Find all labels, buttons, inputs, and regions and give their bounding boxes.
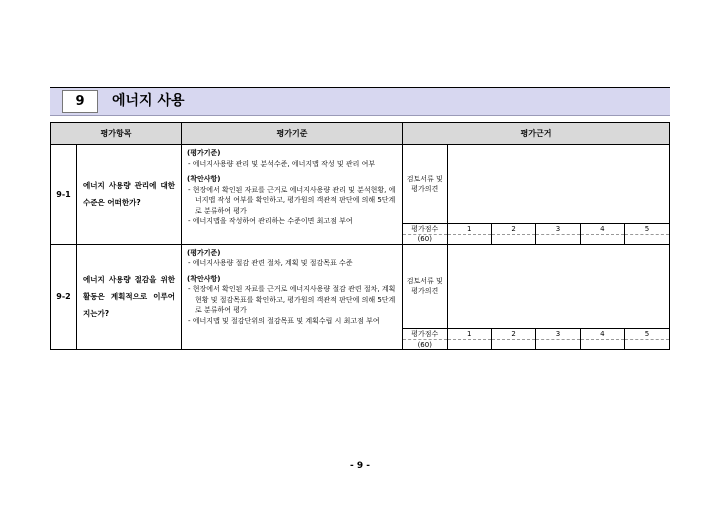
score-label: 평가점수: [403, 329, 447, 340]
points-line: - 에너지맵을 작성하여 관리하는 수준이면 최고점 부여: [188, 217, 353, 225]
criteria-cell: [182, 145, 403, 245]
header-criteria: 평가기준: [182, 123, 403, 145]
score-option[interactable]: 2: [491, 223, 535, 234]
score-option[interactable]: 1: [447, 329, 491, 340]
score-option[interactable]: 2: [491, 329, 535, 340]
score-option[interactable]: 4: [580, 223, 624, 234]
page-number: - 9 -: [350, 461, 370, 471]
score-option[interactable]: 3: [536, 329, 580, 340]
points-heading: (착안사항): [187, 274, 221, 283]
score-option[interactable]: 3: [536, 223, 580, 234]
score-label: 평가점수: [403, 223, 447, 234]
score-input[interactable]: [580, 234, 624, 244]
criteria-cell: [182, 244, 403, 350]
score-input[interactable]: [447, 234, 491, 244]
table-header-row: [51, 123, 670, 145]
score-input[interactable]: [625, 340, 669, 350]
score-input[interactable]: [536, 234, 580, 244]
basis-grid: [403, 145, 669, 244]
score-input[interactable]: [536, 340, 580, 350]
score-input[interactable]: [447, 340, 491, 350]
header-item: 평가항목: [51, 123, 182, 145]
points-heading: (착안사항): [187, 175, 221, 183]
points-line: - 현장에서 확인된 자료를 근거로 에너지사용량 관리 및 분석현황, 에너지맵 작성 여부를 확인하고, 평가원의 객관적 판단에 의해 5단계로 분류하여 평가: [188, 185, 396, 215]
score-input[interactable]: [491, 340, 535, 350]
score-input[interactable]: [491, 234, 535, 244]
item-number: 9-1: [51, 145, 77, 245]
item-number: 9-2: [51, 244, 77, 350]
table-row: [51, 244, 670, 350]
max-points: (60): [403, 340, 447, 350]
points-line: - 현장에서 확인된 자료를 근거로 에너지사용량 절감 관련 절차, 계획 현황 및 절감목표를 확인하고, 평가원의 객관적 판단에 의해 5단계로 분류하여 평가: [188, 285, 396, 314]
criteria-heading: (평가기준): [187, 149, 221, 157]
criteria-line: - 에너지사용량 관리 및 분석수준, 에너지맵 작성 및 관리 여부: [188, 159, 376, 168]
review-label: 검토서류 및 평가의견: [406, 277, 443, 296]
header-basis: 평가근거: [403, 123, 670, 145]
points-line: - 에너지맵 및 절감단위의 절감목표 및 계획수립 시 최고점 부여: [188, 316, 380, 325]
basis-cell: [403, 145, 670, 245]
criteria-heading: (평가기준): [187, 248, 221, 257]
score-option[interactable]: 4: [580, 329, 624, 340]
score-option[interactable]: 5: [625, 329, 669, 340]
table-row: [51, 145, 670, 245]
score-input[interactable]: [625, 234, 669, 244]
score-input[interactable]: [580, 340, 624, 350]
score-option[interactable]: 5: [625, 223, 669, 234]
criteria-line: - 에너지사용량 절감 관련 절차, 계획 및 절감목표 수준: [188, 259, 353, 267]
item-question: 에너지 사용량 절감을 위한 활동은 계획적으로 이루어 지는가?: [77, 244, 182, 350]
max-points: (60): [403, 234, 447, 244]
basis-grid: [403, 245, 669, 350]
item-question: 에너지 사용량 관리에 대한 수준은 어떠한가?: [77, 145, 182, 245]
review-notes-field[interactable]: [447, 145, 669, 223]
evaluation-table: [50, 122, 670, 350]
section-title: 에너지 사용: [112, 93, 185, 109]
review-notes-field[interactable]: [447, 245, 669, 329]
review-label: 검토서류 및 평가의견: [406, 174, 443, 193]
score-option[interactable]: 1: [447, 223, 491, 234]
basis-cell: [403, 244, 670, 350]
section-number: 9: [62, 90, 98, 113]
